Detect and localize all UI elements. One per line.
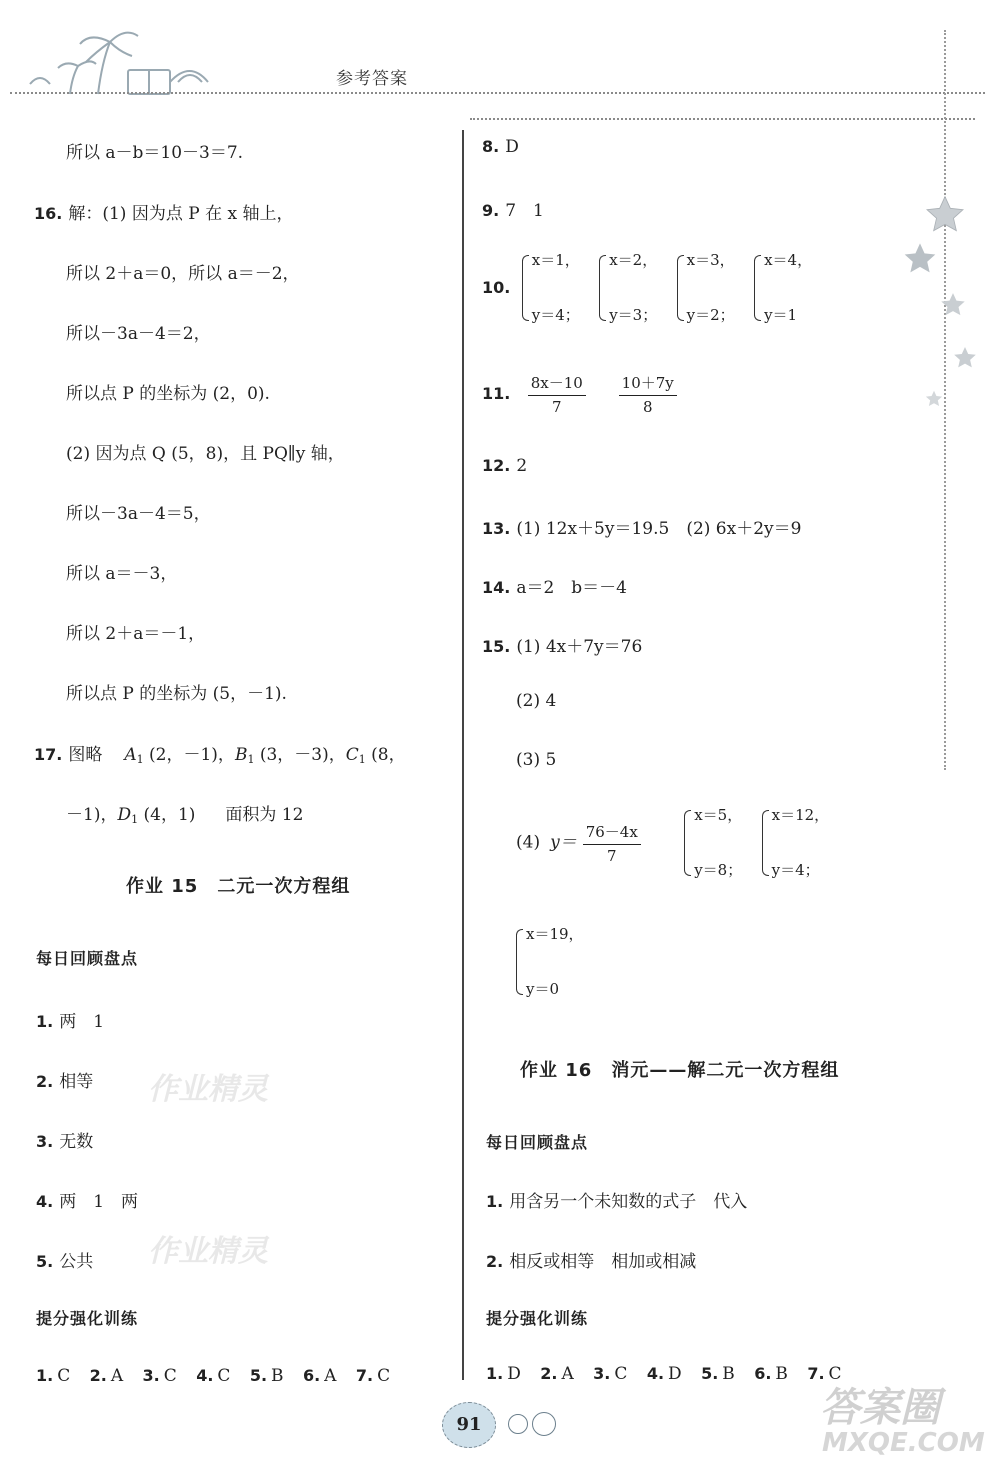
q14-line: [482, 573, 627, 598]
q17-line-2: [66, 800, 303, 826]
subsection-title: 提分强化训练: [486, 1309, 589, 1328]
equation-system: [677, 253, 735, 323]
equation-system: [754, 253, 812, 323]
fraction-numerator: 10＋7y: [619, 372, 677, 396]
equation-row: x＝4，: [764, 251, 813, 269]
fraction: [528, 372, 586, 416]
page-number: 91: [442, 1402, 496, 1448]
answer-text: D: [505, 137, 519, 157]
fraction-denominator: 7: [606, 847, 617, 865]
answer-text: 相反或相等 相加或相减: [509, 1252, 697, 1272]
choice-answer: B: [775, 1364, 788, 1384]
q15-part4-cont: [516, 927, 598, 997]
answer-text: 图略: [68, 745, 103, 765]
answer-text: 无数: [59, 1132, 94, 1152]
circle-icon: [508, 1414, 528, 1434]
equation-row: x＝12，: [771, 806, 830, 824]
question-number: 1.: [486, 1192, 504, 1211]
q12-line: [482, 456, 527, 476]
equation-row: y＝8；: [694, 861, 743, 879]
answer-text: 2: [516, 456, 528, 476]
equation-row: y＝4；: [531, 306, 580, 324]
question-number: 8.: [482, 137, 500, 156]
q10-line: [482, 253, 826, 323]
equation-system: [522, 253, 580, 323]
watermark-text: 作业精灵: [148, 1072, 268, 1107]
q8-line: [482, 137, 519, 157]
header-decoration: [10, 22, 230, 100]
question-number: 3.: [142, 1366, 160, 1385]
subsection-title: 每日回顾盘点: [486, 1133, 589, 1152]
choice-answer: C: [57, 1366, 71, 1386]
point-subscript: 1: [247, 753, 255, 766]
fraction-denominator: 8: [642, 398, 653, 416]
list-item: [36, 1247, 93, 1272]
circle-icon: [532, 1412, 556, 1436]
answer-line: 所以 a－b＝10－3＝7.: [66, 143, 244, 163]
equation-row: y＝0: [526, 980, 560, 998]
answer-line: 所以－3a－4＝2，: [66, 324, 211, 344]
answer-text: a＝2 b＝－4: [516, 578, 627, 598]
star-icon: [940, 292, 966, 318]
question-number: 15.: [482, 637, 511, 656]
question-number: 4.: [36, 1192, 54, 1211]
point-coords: (2，－1)，: [143, 745, 235, 765]
star-icon: [953, 346, 977, 370]
question-number: 1.: [486, 1364, 504, 1383]
choice-answer: C: [377, 1366, 391, 1386]
question-number: 3.: [36, 1132, 54, 1151]
equation-system: [762, 808, 830, 878]
equation-lhs: y＝: [550, 832, 577, 853]
answer-line: (2) 因为点 Q (5，8)，且 PQ∥y 轴，: [66, 444, 345, 464]
answer-line: (2) 4: [516, 691, 557, 711]
choice-answer: A: [561, 1364, 574, 1384]
equation-system: [599, 253, 657, 323]
point-label: A: [124, 745, 137, 765]
choice-answer: C: [217, 1366, 231, 1386]
star-icon: [925, 390, 943, 408]
answer-line: 所以－3a－4＝5，: [66, 504, 211, 524]
equation-row: x＝3，: [686, 251, 735, 269]
q16-line: [34, 199, 293, 224]
question-number: 4.: [196, 1366, 214, 1385]
answer-text: 相等: [59, 1072, 94, 1092]
equation-row: x＝5，: [694, 806, 743, 824]
question-number: 5.: [249, 1366, 268, 1385]
q15-line: [482, 632, 642, 657]
area-text: 面积为 12: [225, 805, 304, 825]
question-number: 1.: [36, 1366, 54, 1385]
choice-answer: C: [163, 1366, 177, 1386]
answer-text: 用含另一个未知数的式子 代入: [509, 1192, 748, 1212]
q13-line: [482, 514, 801, 539]
point-coords: (4，1): [138, 805, 196, 825]
answer-line: (3) 5: [516, 750, 557, 770]
equation-row: y＝2；: [686, 306, 735, 324]
equation-row: x＝19，: [526, 925, 584, 943]
point-label: C: [345, 745, 359, 765]
question-number: 7.: [355, 1366, 374, 1385]
answer-text: 解：(1) 因为点 P 在 x 轴上，: [68, 204, 294, 224]
question-number: 17.: [34, 745, 63, 764]
choice-answer: C: [828, 1364, 842, 1384]
question-number: 2.: [36, 1072, 54, 1091]
header-rule-lower: [470, 118, 975, 120]
q15-part4: [516, 808, 843, 878]
question-number: 10.: [482, 277, 511, 297]
point-coords: (8，: [365, 745, 406, 765]
answer-line: 所以 2＋a＝0，所以 a＝－2，: [66, 264, 300, 284]
question-number: 12.: [482, 456, 511, 475]
fraction: [619, 372, 677, 416]
question-number: 13.: [482, 519, 511, 538]
mc-answers: [36, 1366, 390, 1386]
question-number: 6.: [302, 1366, 321, 1385]
equation-system: [684, 808, 742, 878]
equation-row: y＝1: [764, 306, 798, 324]
equation-row: x＝1，: [531, 251, 580, 269]
choice-answer: D: [668, 1364, 682, 1384]
question-number: 4.: [646, 1364, 665, 1383]
question-number: 1.: [36, 1012, 54, 1031]
section-title: 作业 15 二元一次方程组: [126, 876, 351, 897]
question-number: 14.: [482, 578, 511, 597]
choice-answer: D: [507, 1364, 521, 1384]
answer-text: (1) 4x＋7y＝76: [516, 637, 643, 657]
point-coords: (3，－3)，: [254, 745, 346, 765]
watermark-text: 作业精灵: [148, 1234, 268, 1269]
equation-row: y＝3；: [609, 306, 658, 324]
list-item: [486, 1187, 747, 1212]
choice-answer: B: [271, 1366, 284, 1386]
point-subscript: 1: [131, 813, 139, 826]
list-item: [36, 1007, 104, 1032]
header-rule: [10, 92, 985, 94]
list-item: [36, 1187, 138, 1212]
fraction-numerator: 76－4x: [583, 821, 641, 845]
question-number: 5.: [701, 1364, 719, 1383]
q11-line: [482, 372, 683, 416]
question-number: 9.: [482, 201, 500, 220]
answer-text: 7 1: [505, 201, 544, 221]
fraction-numerator: 8x－10: [528, 372, 586, 396]
answer-line: 所以 2＋a＝－1，: [66, 624, 206, 644]
q17-line: [34, 740, 406, 766]
list-item: [486, 1247, 696, 1272]
question-number: 5.: [36, 1252, 54, 1271]
choice-answer: B: [722, 1364, 735, 1384]
question-number: 6.: [754, 1364, 772, 1383]
equation-row: y＝4；: [771, 861, 820, 879]
subsection-title: 提分强化训练: [36, 1309, 139, 1328]
mc-answers: [486, 1364, 842, 1384]
choice-answer: C: [614, 1364, 628, 1384]
question-number: 11.: [482, 383, 511, 403]
question-number: 16.: [34, 204, 63, 223]
point-subscript: 1: [136, 753, 144, 766]
star-icon: [903, 242, 937, 276]
list-item: [36, 1067, 93, 1092]
star-icon: [925, 195, 965, 235]
answer-text: (1) 12x＋5y＝19.5 (2) 6x＋2y＝9: [516, 519, 802, 539]
equation-system: [516, 927, 584, 997]
subsection-title: 每日回顾盘点: [36, 949, 139, 968]
equation-row: x＝2，: [609, 251, 658, 269]
question-number: 2.: [486, 1252, 504, 1271]
question-number: 2.: [89, 1366, 107, 1385]
answer-text: 两 1 两: [59, 1192, 139, 1212]
answer-line: 所以 a＝－3，: [66, 564, 178, 584]
answer-text: 两 1: [59, 1012, 105, 1032]
answer-line: 所以点 P 的坐标为 (5，－1).: [66, 684, 287, 704]
page-header-title: 参考答案: [336, 69, 408, 89]
list-item: [36, 1127, 93, 1152]
question-number: 3.: [593, 1364, 611, 1383]
choice-answer: A: [324, 1366, 337, 1386]
point-label: B: [234, 745, 248, 765]
question-number: 2.: [540, 1364, 558, 1383]
point-coords: －1)，: [66, 805, 118, 825]
question-number: 7.: [807, 1364, 825, 1383]
fraction-denominator: 7: [552, 398, 562, 416]
watermark-logo-text: 答案圈: [820, 1385, 940, 1431]
point-subscript: 1: [358, 753, 366, 766]
section-title: 作业 16 消元——解二元一次方程组: [520, 1060, 840, 1081]
watermark-site-text: MXQE.COM: [822, 1428, 985, 1458]
choice-answer: A: [110, 1366, 124, 1386]
part-label: (4): [516, 832, 541, 853]
right-margin-rule: [944, 30, 946, 770]
q9-line: [482, 196, 544, 221]
column-divider: [462, 130, 464, 1380]
point-label: D: [117, 805, 132, 825]
answer-line: 所以点 P 的坐标为 (2，0).: [66, 384, 270, 404]
answer-text: 公共: [59, 1252, 94, 1272]
fraction: [583, 821, 641, 865]
